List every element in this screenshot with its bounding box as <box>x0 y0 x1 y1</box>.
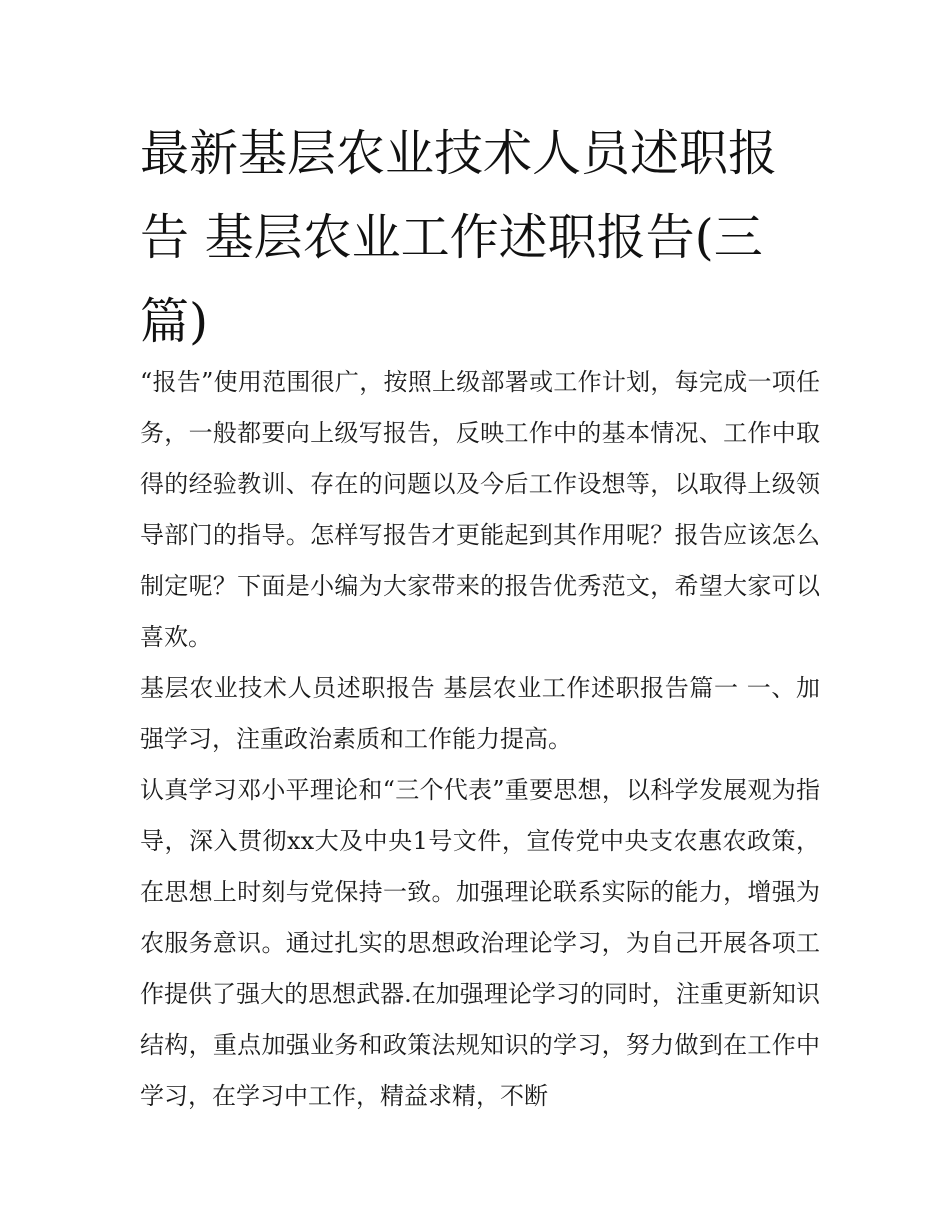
paragraph-study: 认真学习邓小平理论和“三个代表”重要思想，以科学发展观为指导，深入贯彻xx大及中央1号文件，宣传党中央支农惠农政策，在思想上时刻与党保持一致。加强理论联系实际的能力，增强为农服务意识。通过扎实的思想政治理论学习，为自己开展各项工作提供了强大的思想武器.在加强理论学习的同时，注重更新知识结构，重点加强业务和政策法规知识的学习，努力做到在工作中学习，在学习中工作，精益求精，不断 <box>140 776 820 1110</box>
paragraph-section-heading: 基层农业技术人员述职报告 基层农业工作述职报告篇一 一、加强学习，注重政治素质和工作能力提高。 <box>140 674 820 753</box>
document-body <box>140 357 820 1122</box>
document-title: 最新基层农业技术人员述职报告 基层农业工作述职报告(三篇) <box>140 125 778 350</box>
paragraph-intro: “报告”使用范围很广，按照上级部署或工作计划，每完成一项任务，一般都要向上级写报告，反映工作中的基本情况、工作中取得的经验教训、存在的问题以及今后工作设想等，以取得上级领导部门的指导。怎样写报告才更能起到其作用呢？报告应该怎么制定呢？下面是小编为大家带来的报告优秀范文，希望大家可以喜欢。 <box>140 368 820 651</box>
